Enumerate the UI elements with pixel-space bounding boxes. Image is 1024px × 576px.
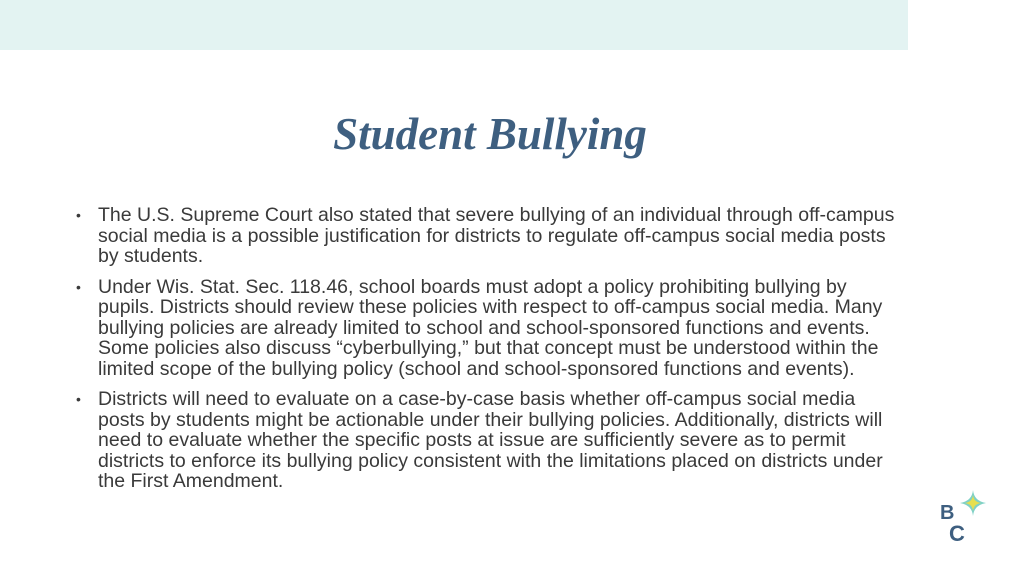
slide-title: Student Bullying xyxy=(333,109,647,159)
bullet-marker: • xyxy=(76,278,81,295)
bullet-item xyxy=(76,389,906,492)
logo-letter-c: C xyxy=(949,521,965,546)
bullet-text: Districts will need to evaluate on a case-by-case basis whether off-campus social media posts by students might be actionable under their bullying policies. Additionally, districts will need to evaluate whether the specific posts at issue are sufficiently severe as to permit districts to enforce its bullying policy consistent with the limitations placed on districts under the First Amendment. xyxy=(98,388,883,492)
bullet-text: Under Wis. Stat. Sec. 118.46, school boards must adopt a policy prohibiting bullying by pupils. Districts should review these policies with respect to off-campus social media. Many bullying policies are already limited to school and school-sponsored functions and events. Some policies also discuss “cyberbullying,” but that concept must be understood within the limited scope of the bullying policy (school and school-sponsored functions and events). xyxy=(98,275,883,380)
bullet-list xyxy=(76,205,906,502)
logo-letter-b: B xyxy=(940,502,955,524)
sparkle-star-icon xyxy=(958,488,988,518)
bullet-item xyxy=(76,205,906,267)
bullet-text: The U.S. Supreme Court also stated that severe bullying of an individual through off-campus social media is a possible justification for districts to regulate off-campus social media posts by students. xyxy=(98,204,895,267)
top-accent-band xyxy=(0,0,908,50)
bullet-marker: • xyxy=(76,207,81,223)
bullet-marker: • xyxy=(76,391,81,407)
bc-logo xyxy=(938,488,990,548)
bullet-item xyxy=(76,277,906,380)
